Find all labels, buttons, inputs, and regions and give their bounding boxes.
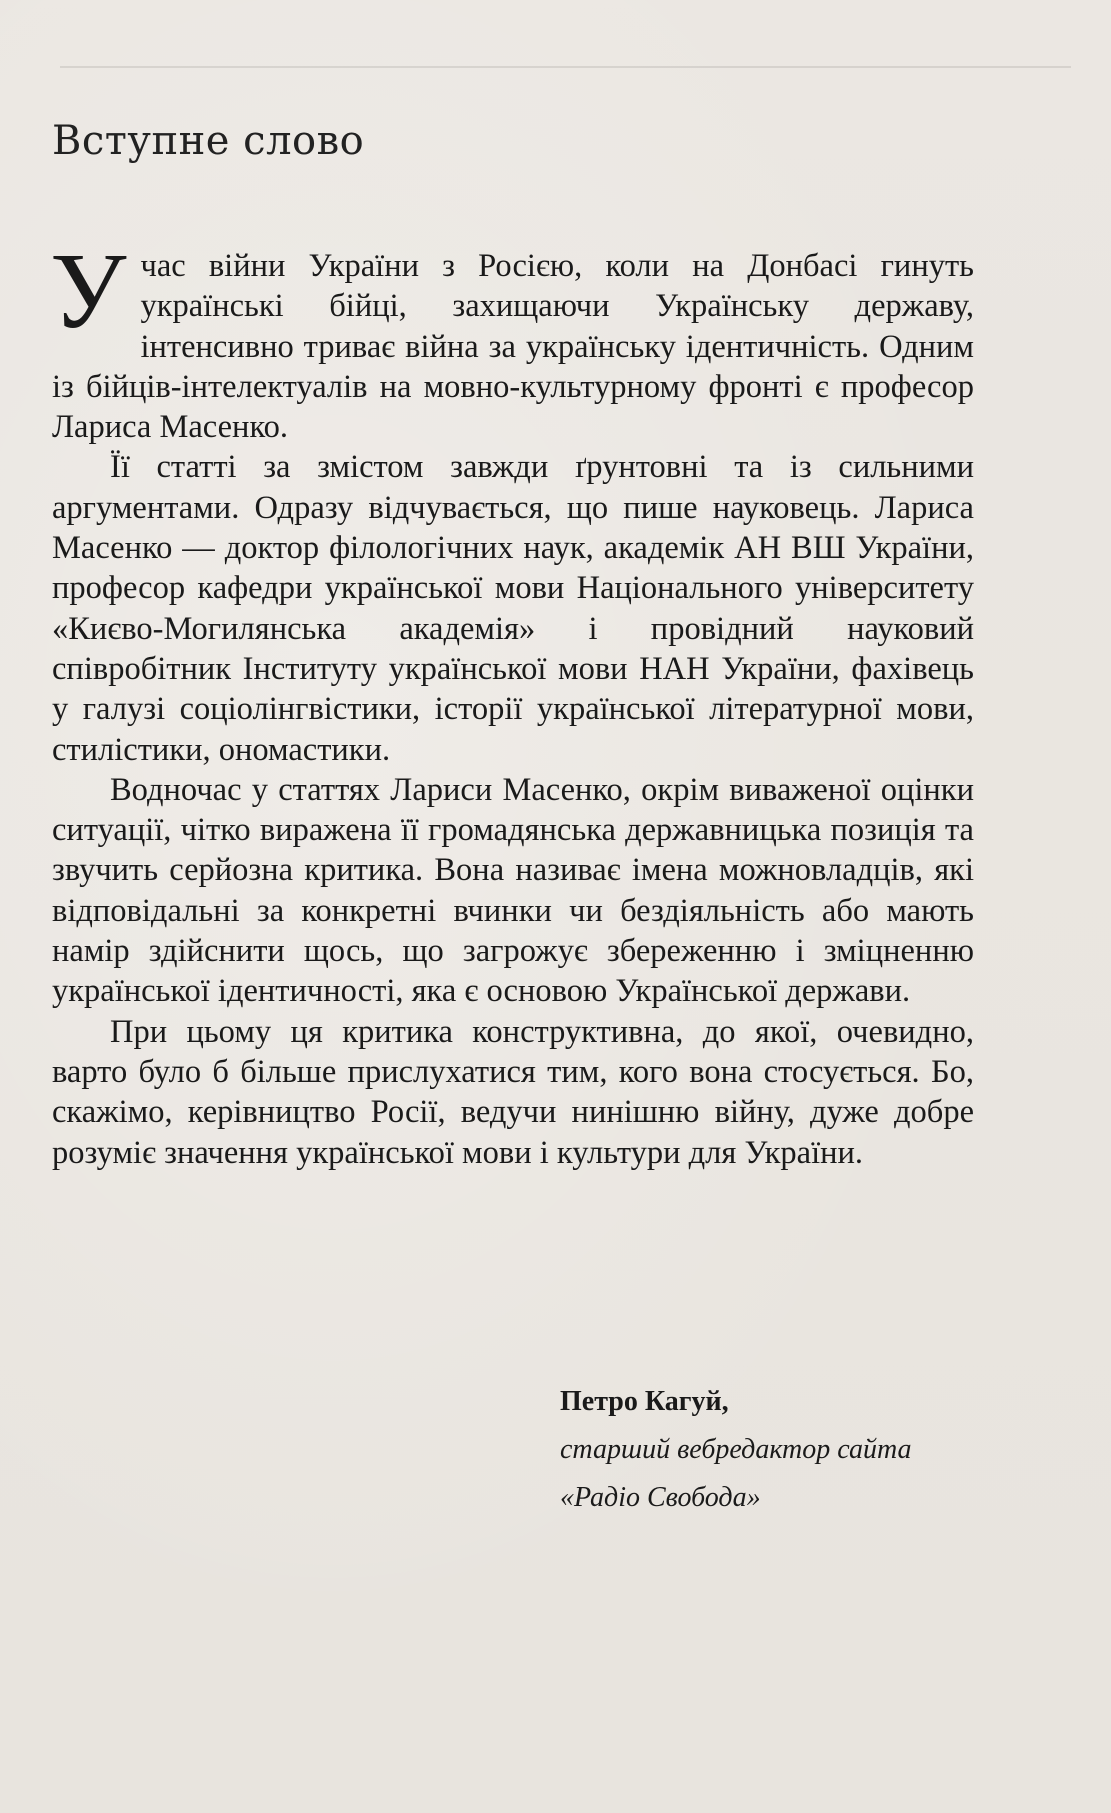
- body-text: [50, 232, 974, 1173]
- paragraph-1-text: час війни України з Росією, коли на Донбасі гинуть українські бійці, захищаючи Українську державу, інтенсивно триває війна за українську ідентичність. Одним із бійців-інтелектуалів на мовно-культурному фронті є професор Лариса Масенко.: [52, 248, 974, 446]
- paragraph-2: Її статті за змістом завжди ґрунтовні та із сильними аргументами. Одразу відчувається, що пише науковець. Лариса Масенко — доктор філологічних наук, академік АН ВШ України, професор кафедри української мови Національного університету «Києво-Могилянська академія» і провідний науковий співробітник Інституту української мови НАН України, фахівець у галузі соціолінгвістики, історії української літературної мови, стилістики, ономастики.: [52, 449, 974, 768]
- page-title: Вступне слово: [52, 118, 365, 164]
- paragraph-1: [50, 232, 974, 447]
- paragraph-4: При цьому ця критика конструктивна, до якої, очевидно, варто було б більше прислухатися тим, кого вона стосується. Бо, скажімо, керівництво Росії, ведучи нинішню війну, дуже добре розуміє значення української мови і культури для України.: [52, 1013, 974, 1171]
- signature-name: Петро Кагуй,: [560, 1386, 729, 1417]
- signature-block: [560, 1378, 912, 1522]
- bleed-through-rule: [60, 66, 1071, 68]
- signature-role-line-2: «Радіо Свобода»: [560, 1482, 761, 1513]
- drop-cap: У: [50, 232, 127, 351]
- signature-role-line-1: старший вебредактор сайта: [560, 1434, 912, 1465]
- paragraph-3: Водночас у статтях Лариси Масенко, окрім виваженої оцінки ситуації, чітко виражена її громадянська державницька позиція та звучить серйозна критика. Вона називає імена можновладців, які відповідальні за конкретні вчинки чи бездіяльність або мають намір здійснити щось, що загрожує збереженню і зміцненню української ідентичності, яка є основою Української держави.: [52, 771, 974, 1010]
